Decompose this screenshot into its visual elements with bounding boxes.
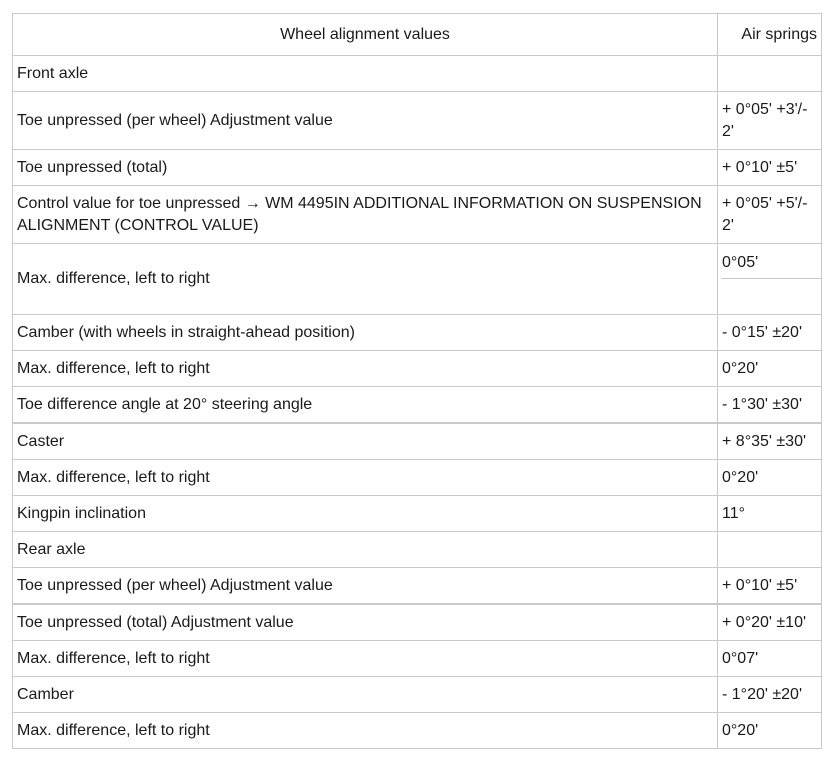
header-wheel-alignment-values: Wheel alignment values: [13, 14, 718, 56]
split-value: [722, 244, 817, 314]
table-row: [13, 713, 822, 749]
row-label: Max. difference, left to right: [13, 713, 718, 749]
row-label: Caster: [13, 423, 718, 460]
row-value: + 8°35' ±30': [718, 423, 822, 460]
row-label: Max. difference, left to right: [13, 641, 718, 677]
section-label: Rear axle: [13, 532, 718, 568]
table-row: [13, 315, 822, 351]
row-label: Control value for toe unpressed → WM 4495IN ADDITIONAL INFORMATION ON SUSPENSION ALIGNMENT (CONTROL VALUE): [13, 186, 718, 244]
table-row: [13, 641, 822, 677]
row-value: + 0°05' +5'/- 2': [718, 186, 822, 244]
wheel-alignment-table: [12, 13, 822, 749]
row-label: Toe unpressed (per wheel) Adjustment value: [13, 92, 718, 150]
row-label: Toe difference angle at 20° steering angle: [13, 387, 718, 424]
row-label: Toe unpressed (total): [13, 150, 718, 186]
row-value: 0°20': [718, 460, 822, 496]
row-value: 0°05': [721, 244, 821, 279]
row-value: + 0°10' ±5': [718, 150, 822, 186]
row-value: - 1°20' ±20': [718, 677, 822, 713]
row-value: + 0°20' ±10': [718, 604, 822, 641]
row-value: [718, 532, 822, 568]
row-value: - 1°30' ±30': [718, 387, 822, 424]
table-row: [13, 351, 822, 387]
row-value: 0°20': [718, 351, 822, 387]
row-label: Camber (with wheels in straight-ahead position): [13, 315, 718, 351]
row-value: [718, 56, 822, 92]
empty-subcell: [722, 279, 817, 314]
table-row: [13, 604, 822, 641]
table-row: [13, 568, 822, 605]
table-row: [13, 677, 822, 713]
row-label: Camber: [13, 677, 718, 713]
table-row: [13, 387, 822, 424]
section-label: Front axle: [13, 56, 718, 92]
row-label: Toe unpressed (per wheel) Adjustment value: [13, 568, 718, 605]
row-label: Max. difference, left to right: [13, 244, 718, 315]
table-header-row: [13, 14, 822, 56]
section-row-front-axle: [13, 56, 822, 92]
header-air-springs: Air springs: [718, 14, 822, 56]
table-row: [13, 186, 822, 244]
row-label: Max. difference, left to right: [13, 460, 718, 496]
table-row: [13, 244, 822, 315]
table-row: [13, 92, 822, 150]
row-value: + 0°10' ±5': [718, 568, 822, 605]
row-value: + 0°05' +3'/- 2': [718, 92, 822, 150]
row-value: - 0°15' ±20': [718, 315, 822, 351]
row-value: 11°: [718, 496, 822, 532]
row-value: 0°20': [718, 713, 822, 749]
table-row: [13, 150, 822, 186]
row-value-cell: [718, 244, 822, 315]
row-label: Max. difference, left to right: [13, 351, 718, 387]
row-value: 0°07': [718, 641, 822, 677]
table-row: [13, 496, 822, 532]
row-label: Kingpin inclination: [13, 496, 718, 532]
table-row: [13, 460, 822, 496]
row-label: Toe unpressed (total) Adjustment value: [13, 604, 718, 641]
table-row: [13, 423, 822, 460]
section-row-rear-axle: [13, 532, 822, 568]
